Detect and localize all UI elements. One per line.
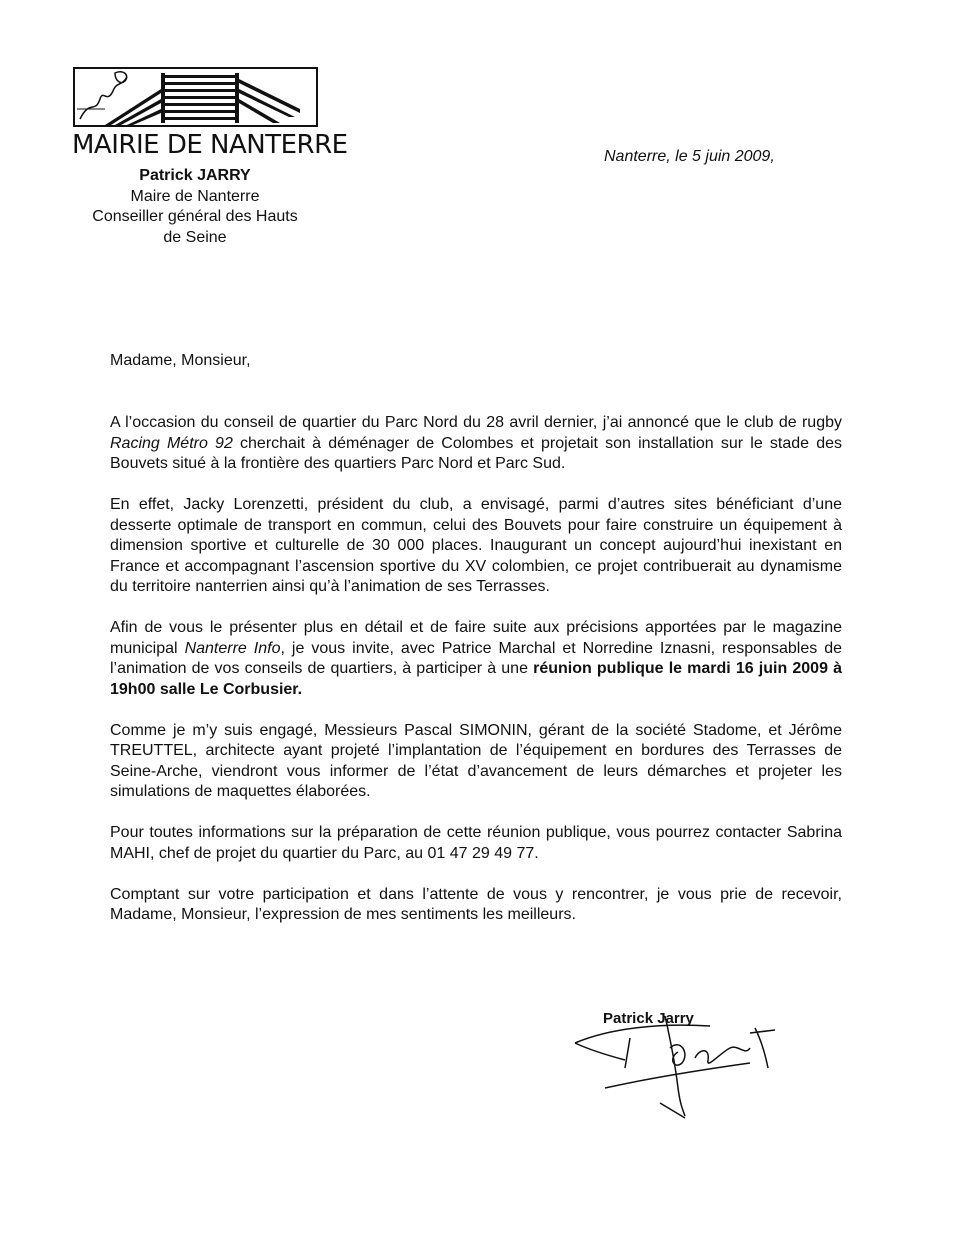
handwritten-signature	[570, 1008, 790, 1128]
sender-title: de Seine	[163, 228, 227, 246]
paragraph: Comptant sur votre participation et dans l’attente de vous y rencontrer, je vous prie de recevoir, Madame, Monsieur, l’expression de mes sentiments les meilleurs.	[110, 885, 842, 923]
mairie-logo	[73, 67, 318, 127]
club-name: Racing Métro 92	[110, 434, 233, 452]
paragraph: En effet, Jacky Lorenzetti, président du club, a envisagé, parmi d’autres sites bénéficiant d’une desserte optimale de transport en commun, celui des Bouvets pour faire construire un équipement à dimension sportive et culturelle de 30 000 places. Inaugurant un concept aujourd’hui inexistant en France et accompagnant l’ascension sportive du XV colombien, ce projet contribuerait au dynamisme du territoire nanterrien ainsi qu’à l’animation de ses Terrasses.	[110, 496, 842, 595]
text-run: cherchait à déménager de Colombes et projetait son installation sur le stade des Bouvets situé à la frontière des quartiers Parc Nord et Parc Sud.	[110, 434, 843, 472]
salutation: Madame, Monsieur,	[110, 352, 251, 369]
sender-title: Conseiller général des Hauts	[92, 208, 298, 225]
dateline: Nanterre, le 5 juin 2009,	[604, 148, 775, 165]
magazine-name: Nanterre Info	[184, 639, 281, 657]
signature-name: Patrick Jarry	[603, 1010, 694, 1027]
sender-title: Maire de Nanterre	[130, 187, 260, 205]
paragraph: Pour toutes informations sur la préparation de cette réunion publique, vous pourrez contacter Sabrina MAHI, chef de projet du quartier du Parc, au 01 47 29 49 77.	[110, 824, 842, 862]
sender-block	[70, 166, 320, 248]
text-run: A l’occasion du conseil de quartier du Parc Nord du 28 avril dernier, j’ai annoncé que le club de rugby	[110, 414, 842, 431]
logo-wordmark: MAIRIE DE NANTERRE	[72, 130, 348, 160]
paragraph: Comme je m’y suis engagé, Messieurs Pascal SIMONIN, gérant de la société Stadome, et Jérôme TREUTTEL, architecte ayant projeté l’implantation de l’équipement en bordures des Terrasses de Seine-Arche, viendront vous informer de l’état d’avancement de leurs démarches et projeter les simulations de maquettes élaborées.	[110, 721, 842, 800]
paragraph	[110, 413, 842, 475]
letter-body	[110, 413, 842, 946]
text-run: , je vous invite, avec Patrice Marchal et Norredine Iznasni, responsables de l’animation de vos conseils de quartiers, à participer à une	[110, 639, 842, 677]
paragraph	[110, 618, 842, 700]
stadium-building-icon	[75, 69, 316, 125]
text-run: Afin de vous le présenter plus en détail et de faire suite aux précisions apportées par le magazine municipal	[110, 619, 842, 657]
meeting-details: réunion publique le mardi 16 juin 2009 à 19h00 salle Le Corbusier.	[110, 660, 842, 698]
sender-name: Patrick JARRY	[139, 167, 251, 184]
